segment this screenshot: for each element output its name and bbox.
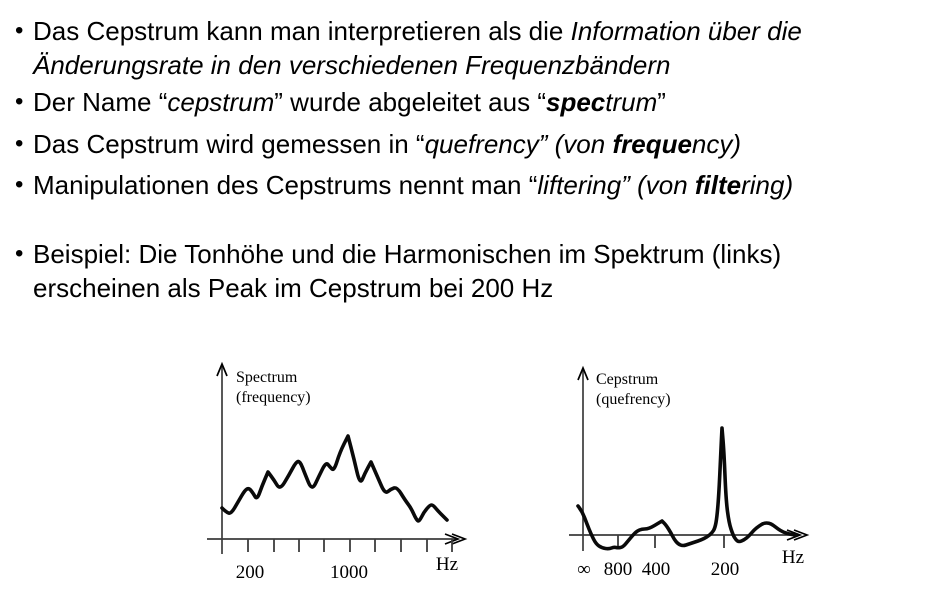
bullet-marker: • (15, 240, 24, 267)
spectrum-curve (222, 436, 447, 521)
bullet-text: Das Cepstrum kann man interpretieren als die Information über die Änderungsrate in den verschiedenen Frequenzbändern (33, 16, 802, 80)
bullet-text: Manipulationen des Cepstrums nennt man “liftering” (von filtering) (33, 170, 794, 200)
bullet-text: Das Cepstrum wird gemessen in “quefrency” (von frequency) (33, 129, 742, 159)
bullet-list (15, 14, 927, 305)
figure-subtitle: (quefrency) (596, 391, 671, 408)
tick-label: 800 (603, 559, 633, 580)
figure-subtitle: (frequency) (236, 389, 311, 406)
bullet-text: Beispiel: Die Tonhöhe und die Harmonischen im Spektrum (links) erscheinen als Peak im Cepstrum bei 200 Hz (33, 239, 782, 303)
tick-label: 200 (710, 559, 740, 580)
bullet-item (15, 237, 927, 305)
tick-label: 1000 (330, 562, 368, 583)
cepstrum-curve (578, 428, 795, 549)
x-unit-label: Hz (781, 547, 805, 568)
cepstrum-figure (545, 355, 845, 589)
spectrum-figure (190, 355, 490, 589)
tick-label: ∞ (577, 559, 591, 580)
bullet-marker: • (15, 88, 24, 115)
bullet-item (15, 168, 927, 202)
bullet-marker: • (15, 17, 24, 44)
bullet-item (15, 85, 927, 119)
x-unit-label: Hz (435, 554, 459, 575)
bullet-marker: • (15, 130, 24, 157)
bullet-text: Der Name “cepstrum” wurde abgeleitet aus “spectrum” (33, 87, 666, 117)
figure-title: Spectrum (236, 369, 298, 386)
bullet-item (15, 14, 927, 82)
figure-title: Cepstrum (596, 371, 659, 388)
bullet-item (15, 127, 927, 161)
tick-label: 200 (235, 562, 265, 583)
bullet-marker: • (15, 171, 24, 198)
tick-label: 400 (641, 559, 671, 580)
